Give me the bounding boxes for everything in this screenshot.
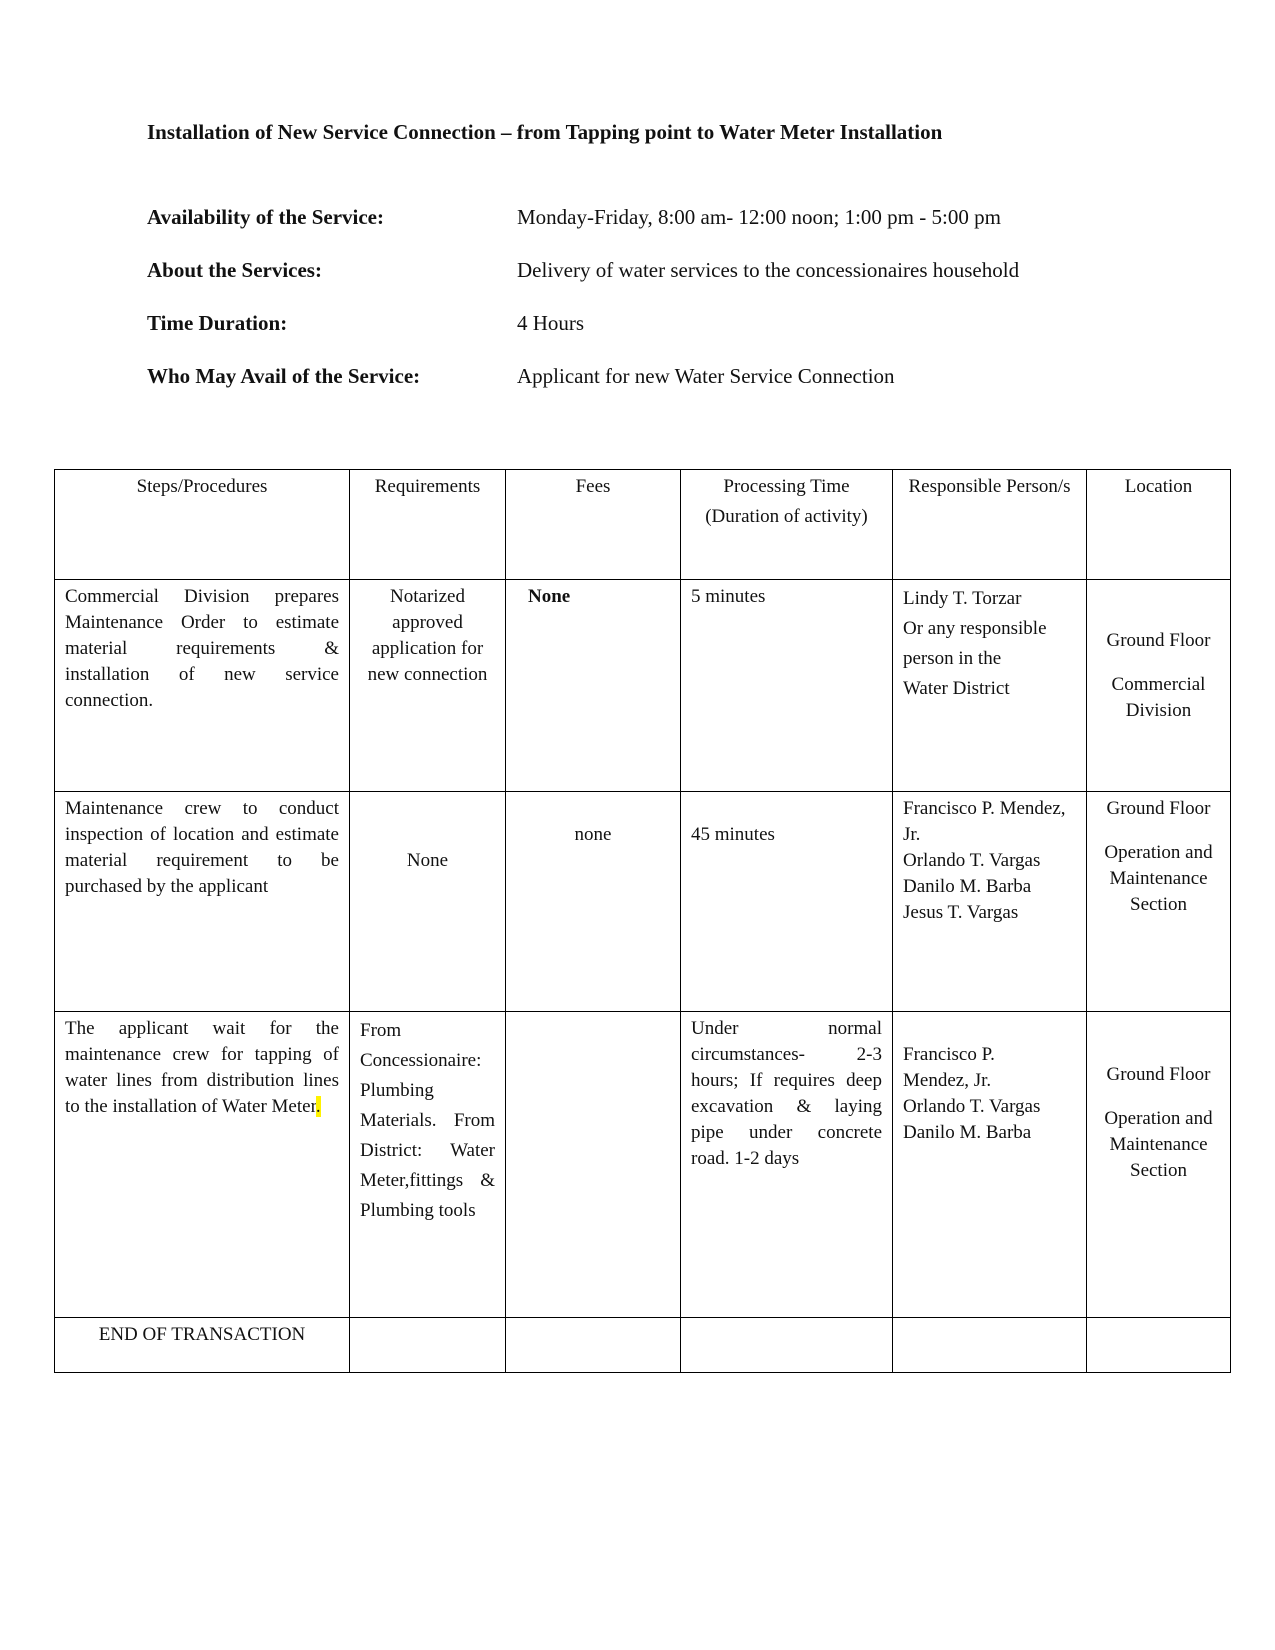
info-label: About the Services:	[147, 258, 322, 282]
location-unit: Commercial Division	[1111, 674, 1206, 721]
person-line: Lindy T. Torzar	[903, 588, 1022, 609]
info-value: Delivery of water services to the concessionaires household	[517, 258, 1020, 282]
table-row	[55, 792, 1231, 1012]
info-label: Time Duration:	[147, 311, 288, 335]
person-line: Danilo M. Barba	[903, 1122, 1032, 1143]
responsible-cell	[893, 1012, 1087, 1318]
location-floor: Ground Floor	[1106, 798, 1211, 819]
person-line: Orlando T. Vargas	[903, 850, 1041, 871]
fees-cell: None	[506, 580, 681, 792]
person-line: Orlando T. Vargas	[903, 1096, 1041, 1117]
fees-cell	[506, 1012, 681, 1318]
location-unit: Operation and Maintenance Section	[1104, 1108, 1213, 1181]
time-cell: Under normal circumstances- 2-3 hours; If requires deep excavation & laying pipe under concrete road. 1-2 days	[681, 1012, 893, 1318]
info-row-duration	[147, 311, 1019, 364]
info-row-who	[147, 364, 1019, 417]
time-cell: 45 minutes	[681, 792, 893, 1012]
empty-cell	[1087, 1318, 1231, 1373]
requirements-cell: From Concessionaire: Plumbing Materials. From District: Water Meter,fittings & Plumbing tools	[350, 1012, 506, 1318]
person-line: Mendez, Jr.	[903, 1070, 992, 1091]
table-header-row	[55, 470, 1231, 580]
procedure-table	[54, 469, 1231, 1373]
table-row	[55, 580, 1231, 792]
requirements-cell: None	[350, 792, 506, 1012]
info-row-about	[147, 258, 1019, 311]
step-cell	[55, 1012, 350, 1318]
person-line: Francisco P.	[903, 1044, 995, 1065]
header-steps: Steps/Procedures	[55, 470, 350, 580]
person-line: person in the	[903, 648, 1002, 669]
fees-cell: none	[506, 792, 681, 1012]
header-requirements: Requirements	[350, 470, 506, 580]
time-cell: 5 minutes	[681, 580, 893, 792]
header-responsible: Responsible Person/s	[893, 470, 1087, 580]
step-text: The applicant wait for the maintenance crew for tapping of water lines from distribution lines to the installation of Water Meter	[65, 1018, 339, 1117]
document-title: Installation of New Service Connection – from Tapping point to Water Meter Installation	[147, 120, 943, 144]
info-value: 4 Hours	[517, 311, 585, 335]
table-end-row	[55, 1318, 1231, 1373]
info-label: Who May Avail of the Service:	[147, 364, 421, 388]
location-cell	[1087, 792, 1231, 1012]
header-fees: Fees	[506, 470, 681, 580]
info-label: Availability of the Service:	[147, 205, 384, 229]
location-floor: Ground Floor	[1106, 1064, 1211, 1085]
responsible-cell	[893, 792, 1087, 1012]
person-line: Francisco P. Mendez, Jr.	[903, 798, 1066, 845]
info-row-availability	[147, 205, 1019, 258]
info-value: Monday-Friday, 8:00 am- 12:00 noon; 1:00 pm - 5:00 pm	[517, 205, 1001, 229]
header-location: Location	[1087, 470, 1231, 580]
end-of-transaction: END OF TRANSACTION	[55, 1318, 350, 1373]
service-info	[147, 205, 1019, 417]
table-row	[55, 1012, 1231, 1318]
location-cell	[1087, 580, 1231, 792]
person-line: Water District	[903, 678, 1010, 699]
responsible-cell	[893, 580, 1087, 792]
highlighted-period: .	[315, 1096, 321, 1117]
empty-cell	[506, 1318, 681, 1373]
person-line: Danilo M. Barba	[903, 876, 1032, 897]
person-line: Or any responsible	[903, 618, 1047, 639]
info-value: Applicant for new Water Service Connection	[517, 364, 895, 388]
requirements-cell: Notarized approved application for new connection	[350, 580, 506, 792]
location-unit: Operation and Maintenance Section	[1104, 842, 1213, 915]
step-cell: Commercial Division prepares Maintenance Order to estimate material requirements & installation of new service connection.	[55, 580, 350, 792]
step-cell: Maintenance crew to conduct inspection of location and estimate material requirement to be purchased by the applicant	[55, 792, 350, 1012]
person-line: Jesus T. Vargas	[903, 902, 1019, 923]
header-processing-time: Processing Time (Duration of activity)	[681, 470, 893, 580]
empty-cell	[350, 1318, 506, 1373]
location-cell	[1087, 1012, 1231, 1318]
empty-cell	[893, 1318, 1087, 1373]
empty-cell	[681, 1318, 893, 1373]
location-floor: Ground Floor	[1106, 630, 1211, 651]
